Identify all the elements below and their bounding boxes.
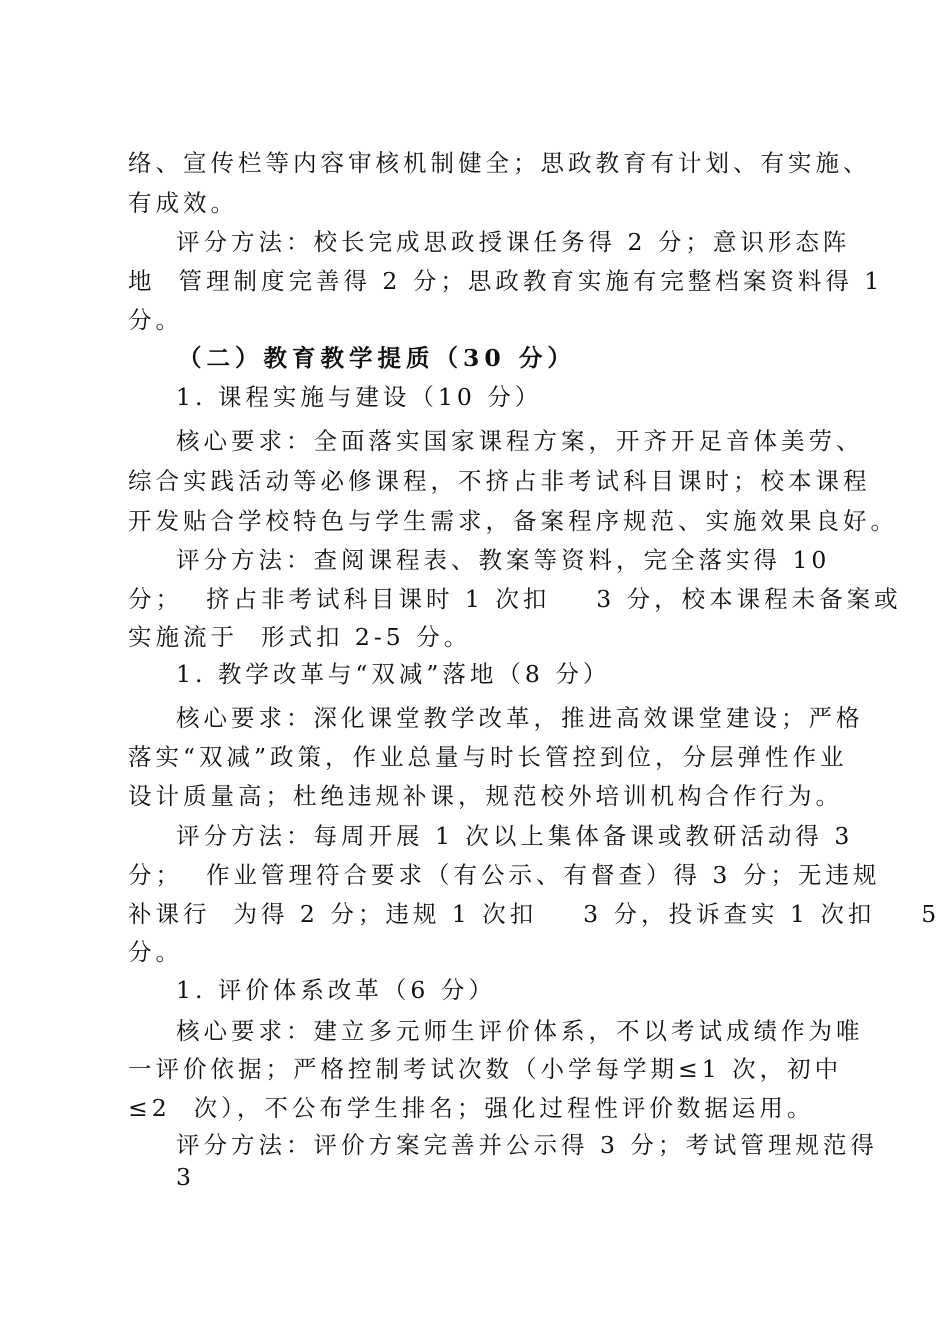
paragraph-line: 分； 作业管理符合要求（有公示、有督查）得 3 分；无违规: [128, 861, 881, 889]
paragraph-line: 有成效。: [128, 189, 238, 217]
paragraph-line: ≤2 次），不公布学生排名；强化过程性评价数据运用。: [128, 1094, 815, 1122]
paragraph-line: 络、宣传栏等内容审核机制健全；思政教育有计划、有实施、: [128, 149, 871, 177]
paragraph-line: 补课行 为得 2 分；违规 1 次扣 3 分，投诉查实 1 次扣 5: [128, 900, 941, 928]
paragraph-line: 评分方法：评价方案完善并公示得 3 分；考试管理规范得: [176, 1131, 878, 1159]
subsection-heading: 1. 教学改革与“双减”落地（8 分）: [176, 660, 611, 688]
paragraph-line: 核心要求：全面落实国家课程方案，开齐开足音体美劳、: [176, 427, 864, 455]
paragraph-line: 核心要求：深化课堂教学改革，推进高效课堂建设；严格: [176, 704, 864, 732]
paragraph-line: 评分方法：校长完成思政授课任务得 2 分；意识形态阵: [176, 228, 851, 256]
paragraph-line: 评分方法：查阅课程表、教案等资料，完全落实得 10: [176, 546, 831, 574]
paragraph-line: 分。: [128, 306, 183, 334]
paragraph-line: 开发贴合学校特色与学生需求，备案程序规范、实施效果良好。: [128, 507, 898, 535]
paragraph-line: 3: [176, 1163, 195, 1191]
paragraph-line: 设计质量高；杜绝违规补课，规范校外培训机构合作行为。: [128, 782, 843, 810]
paragraph-line: 一评价依据；严格控制考试次数（小学每学期≤1 次，初中: [128, 1055, 843, 1083]
paragraph-line: 落实“双减”政策，作业总量与时长管控到位，分层弹性作业: [128, 743, 848, 771]
paragraph-line: 核心要求：建立多元师生评价体系，不以考试成绩作为唯: [176, 1017, 864, 1045]
paragraph-line: 分； 挤占非考试科目课时 1 次扣 3 分，校本课程未备案或: [128, 585, 902, 613]
paragraph-line: 分。: [128, 938, 183, 966]
paragraph-line: 评分方法：每周开展 1 次以上集体备课或教研活动得 3: [176, 822, 854, 850]
paragraph-line: 综合实践活动等必修课程，不挤占非考试科目课时；校本课程: [128, 467, 871, 495]
paragraph-line: 地 管理制度完善得 2 分；思政教育实施有完整档案资料得 1: [128, 267, 884, 295]
section-heading: （二）教育教学提质（30 分）: [178, 344, 576, 372]
paragraph-line: 实施流于 形式扣 2-5 分。: [128, 623, 472, 651]
subsection-heading: 1. 课程实施与建设（10 分）: [176, 383, 543, 411]
subsection-heading: 1. 评价体系改革（6 分）: [176, 976, 496, 1004]
